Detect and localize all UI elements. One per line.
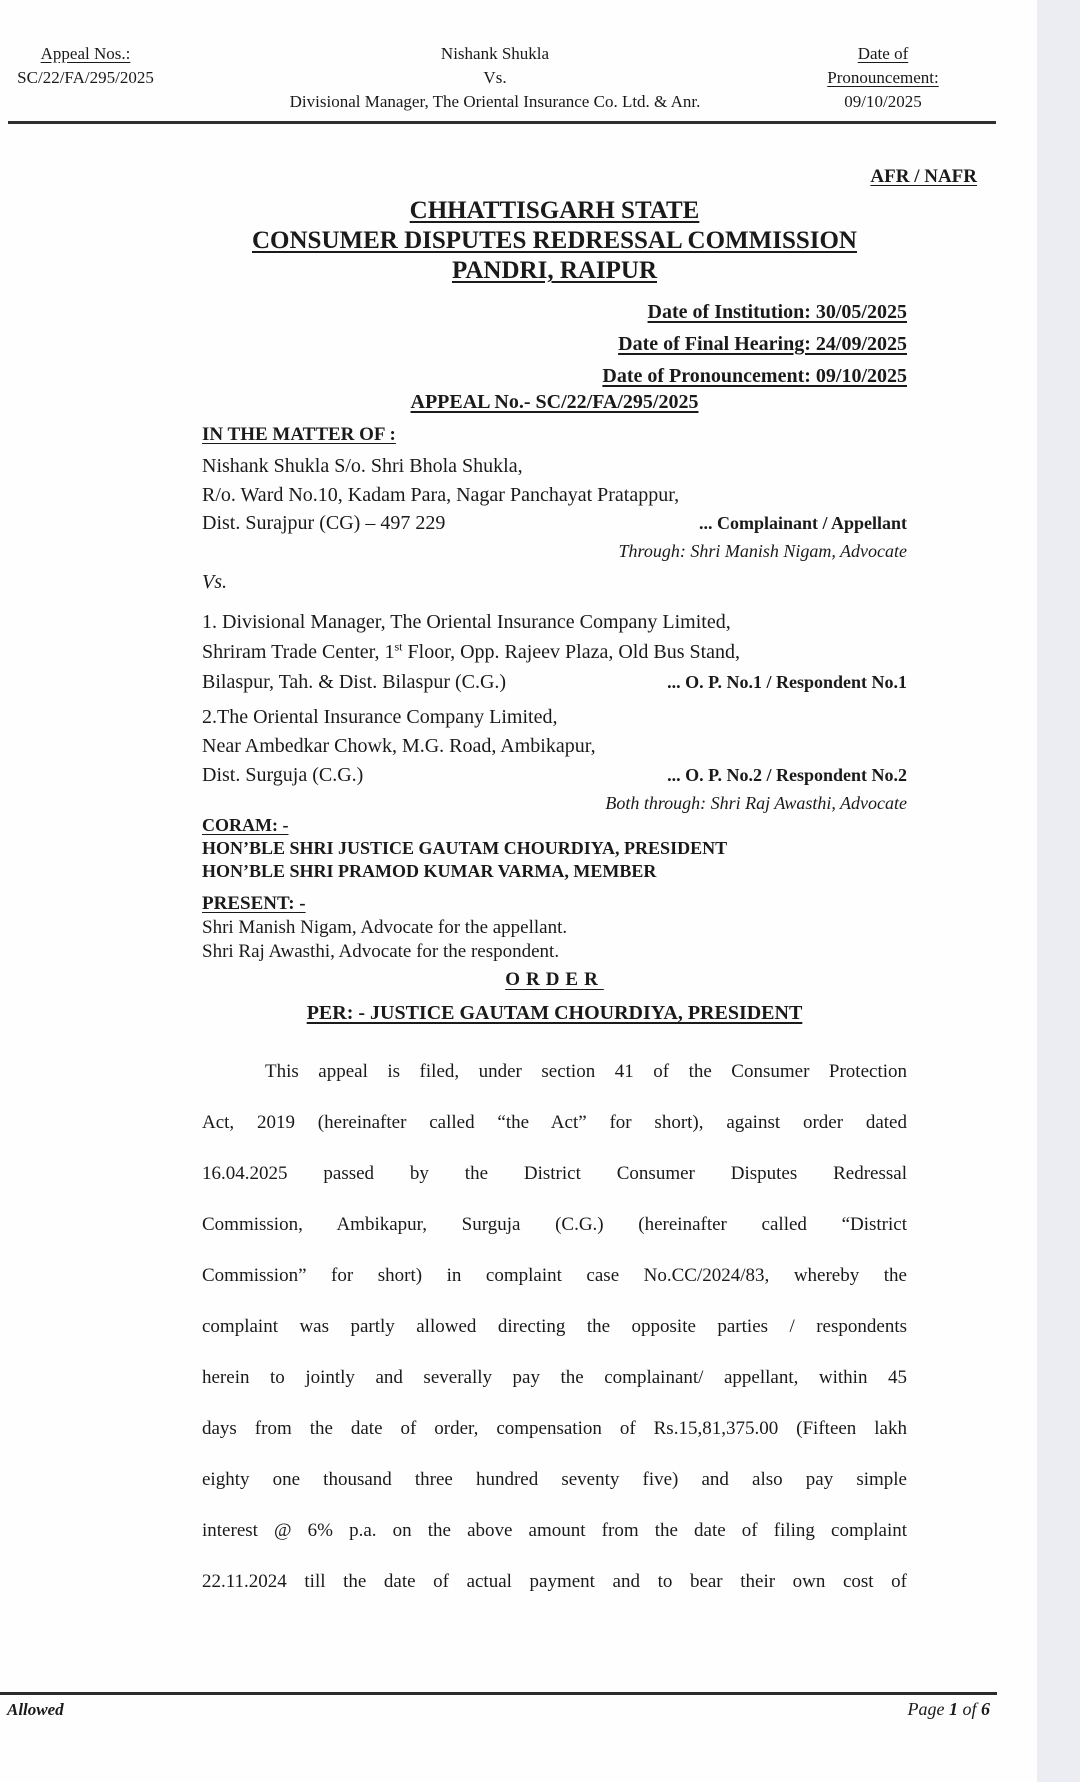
respondent2-designation-row xyxy=(202,761,907,790)
header-appellant-name: Nishank Shukla xyxy=(440,44,550,63)
respondent2-address-line2: Near Ambedkar Chowk, M.G. Road, Ambikapur, xyxy=(202,735,596,757)
header-appeal-block xyxy=(8,42,163,90)
complainant-block xyxy=(202,452,907,565)
header-date-label-line2: Pronouncement: xyxy=(827,68,939,87)
coram-heading: CORAM: - xyxy=(202,815,289,835)
coram-member-president: HON’BLE SHRI JUSTICE GAUTAM CHOURDIYA, PRESIDENT xyxy=(202,838,728,858)
header-case-title-block xyxy=(230,42,760,114)
order-body-line: complaint was partly allowed directing the opposite parties / respondents xyxy=(202,1316,907,1337)
order-body-line: 16.04.2025 passed by the District Consumer Disputes Redressal xyxy=(202,1163,907,1184)
footer-result-label: Allowed xyxy=(7,1700,64,1719)
date-of-pronouncement: Date of Pronouncement: 09/10/2025 xyxy=(602,365,907,387)
respondent1-address-line3: Bilaspur, Tah. & Dist. Bilaspur (C.G.) xyxy=(202,671,507,693)
header-respondent-name: Divisional Manager, The Oriental Insurance Co. Ltd. & Anr. xyxy=(289,92,701,111)
complainant-address-line2: R/o. Ward No.10, Kadam Para, Nagar Panchayat Pratappur, xyxy=(202,483,680,506)
date-of-final-hearing: Date of Final Hearing: 24/09/2025 xyxy=(618,333,907,355)
respondent2-designation: ... O. P. No.2 / Respondent No.2 xyxy=(667,765,907,785)
date-of-institution: Date of Institution: 30/05/2025 xyxy=(647,301,907,323)
header-appeal-label: Appeal Nos.: xyxy=(40,44,131,63)
order-body-line: herein to jointly and severally pay the complainant/ appellant, within 45 xyxy=(202,1367,907,1388)
matter-heading: IN THE MATTER OF : xyxy=(202,424,396,445)
commission-title-line3: PANDRI, RAIPUR xyxy=(451,257,658,284)
ordinal-suffix: st xyxy=(394,639,403,654)
header-date-label-line1: Date of xyxy=(857,44,909,63)
order-body-line: eighty one thousand three hundred seventy five) and also pay simple xyxy=(202,1469,907,1490)
commission-title-line1: CHHATTISGARH STATE xyxy=(409,197,700,224)
respondent1-address-line1: 1. Divisional Manager, The Oriental Insurance Company Limited, xyxy=(202,611,731,633)
commission-title-line2: CONSUMER DISPUTES REDRESSAL COMMISSION xyxy=(252,227,857,254)
respondent1-designation-row xyxy=(202,667,907,697)
page-footer xyxy=(7,1699,990,1720)
viewer-background-strip xyxy=(1037,0,1080,1782)
respondent1-address-line2: Shriram Trade Center, 1st Floor, Opp. Rajeev Plaza, Old Bus Stand, xyxy=(202,639,741,663)
order-body-line: 22.11.2024 till the date of actual payment and to bear their own cost of xyxy=(202,1571,907,1592)
header-appeal-value: SC/22/FA/295/2025 xyxy=(17,68,154,87)
order-body-line: interest @ 6% p.a. on the above amount from the date of filing complaint xyxy=(202,1520,907,1541)
coram-block xyxy=(202,814,907,883)
present-block xyxy=(202,892,907,964)
respondent2-address-line3: Dist. Surguja (C.G.) xyxy=(202,764,364,786)
present-appellant-advocate: Shri Manish Nigam, Advocate for the appellant. xyxy=(202,917,568,938)
complainant-designation: ... Complainant / Appellant xyxy=(698,513,907,533)
footer-divider-rule xyxy=(0,1692,997,1695)
case-dates xyxy=(202,296,907,392)
versus-label: Vs. xyxy=(202,571,227,593)
present-respondent-advocate: Shri Raj Awasthi, Advocate for the respondent. xyxy=(202,941,560,962)
header-divider-rule xyxy=(8,121,996,124)
commission-title xyxy=(202,196,907,286)
order-heading: ORDER xyxy=(505,969,604,990)
footer-page-number: Page 1 of 6 xyxy=(907,1699,990,1719)
complainant-designation-row xyxy=(202,509,907,538)
complainant-address-line1: Nishank Shukla S/o. Shri Bhola Shukla, xyxy=(202,455,523,477)
appeal-number-heading: APPEAL No.- SC/22/FA/295/2025 xyxy=(410,391,699,413)
respondent1-designation: ... O. P. No.1 / Respondent No.1 xyxy=(667,672,907,692)
header-pronouncement-block xyxy=(788,42,978,114)
respondents-through-advocate: Both through: Shri Raj Awasthi, Advocate xyxy=(605,793,907,813)
order-body-line: Commission” for short) in complaint case No.CC/2024/83, whereby the xyxy=(202,1265,907,1286)
order-body-line: days from the date of order, compensation of Rs.15,81,375.00 (Fifteen lakh xyxy=(202,1418,907,1439)
order-body-paragraph xyxy=(202,1046,907,1607)
complainant-through-advocate: Through: Shri Manish Nigam, Advocate xyxy=(618,540,907,561)
per-judge-heading: PER: - JUSTICE GAUTAM CHOURDIYA, PRESIDENT xyxy=(306,1002,803,1024)
respondent1-block xyxy=(202,607,907,697)
header-vs-label: Vs. xyxy=(483,68,507,87)
order-body-line: Commission, Ambikapur, Surguja (C.G.) (hereinafter called “District xyxy=(202,1214,907,1235)
complainant-address-line3: Dist. Surajpur (CG) – 497 229 xyxy=(202,512,446,534)
afr-nafr-classification: AFR / NAFR xyxy=(870,166,977,187)
header-date-value: 09/10/2025 xyxy=(844,92,922,111)
respondent2-block xyxy=(202,703,907,817)
respondent2-address-line1: 2.The Oriental Insurance Company Limited, xyxy=(202,706,558,728)
order-body-line: Act, 2019 (hereinafter called “the Act” for short), against order dated xyxy=(202,1112,907,1133)
present-heading: PRESENT: - xyxy=(202,893,306,914)
order-body-line: This appeal is filed, under section 41 of the Consumer Protection xyxy=(265,1061,907,1082)
coram-member-member: HON’BLE SHRI PRAMOD KUMAR VARMA, MEMBER xyxy=(202,861,657,881)
